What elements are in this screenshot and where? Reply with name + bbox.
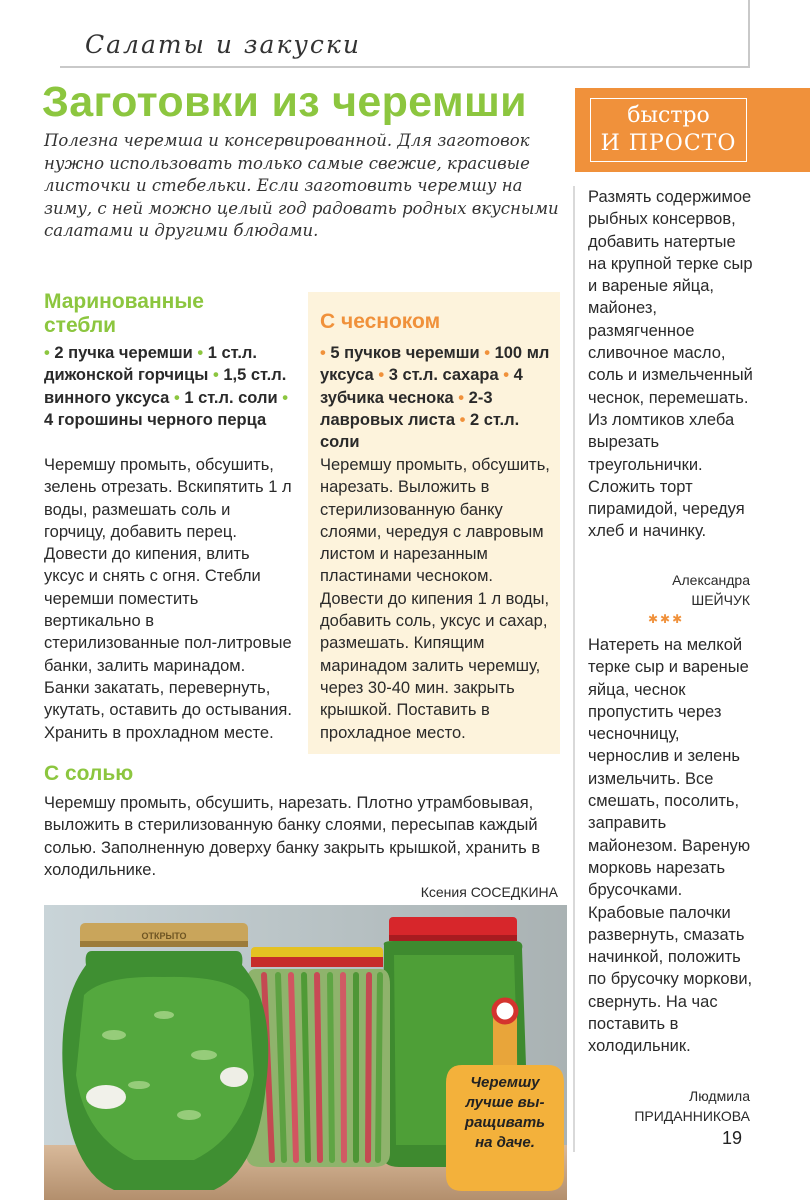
author-surname: ПРИДАННИКОВА bbox=[634, 1108, 750, 1124]
callout-line: на даче. bbox=[475, 1134, 535, 1151]
garlic-ingredients: • 5 пучков черемши • 100 мл уксуса • 3 ст.л. сахара • 4 зубчика чеснока • 2-3 лавровых листа • 2 ст.л. соли bbox=[320, 344, 550, 452]
sidebar-author-1 bbox=[600, 570, 750, 610]
left-jar bbox=[62, 923, 268, 1190]
ingredient: 1,5 ст.л. винного уксуса bbox=[44, 366, 287, 407]
ingredient: 4 зубчика чеснока bbox=[320, 366, 523, 407]
ingredient: 5 пучков черемши bbox=[330, 344, 480, 362]
jars-photo bbox=[44, 905, 567, 1200]
ingredient: 2-3 лавровых листа bbox=[320, 388, 493, 429]
ingredient: 1 ст.л. соли bbox=[184, 388, 278, 407]
author-name: Людмила bbox=[689, 1088, 750, 1104]
garlic-text: Черемшу промыть, обсушить, нарезать. Выложить в стерилизованную банку слоями, чередуя с лавровым листом и нарезанным пластинами чесноком. Довести до кипения 1 л воды, добавить соль, уксус и сахар, размешать. Кипящим маринадом залить черемшу, через 30-40 мин. закрыть крышкой. Поставить в прохладное место. bbox=[320, 456, 550, 742]
page-number: 19 bbox=[722, 1128, 743, 1148]
marinated-title bbox=[44, 290, 204, 338]
header-divider bbox=[60, 66, 750, 68]
ingredient: 2 пучка черемши bbox=[54, 344, 193, 362]
callout-line: ращивать bbox=[464, 1114, 546, 1131]
author-surname: ШЕЙЧУК bbox=[691, 592, 750, 608]
quick-and-easy-badge bbox=[575, 88, 810, 172]
ingredient: 100 мл уксуса bbox=[320, 344, 550, 385]
author-name: Александра bbox=[672, 572, 750, 588]
article-intro: Полезна черемша и консервированной. Для заготовок нужно использовать только самые свежие, красивые листочки и стебельки. Если заготовить черемшу на зиму, с ней можно целый год радовать родных вкусными салатами и другими блюдами. bbox=[44, 131, 559, 240]
salt-text: Черемшу промыть, обсушить, нарезать. Плотно утрамбовывая, выложить в стерилизованную банку слоями, пересыпав каждый солью. Заполненную доверху банку закрыть крышкой, хранить в холодильнике. bbox=[44, 794, 541, 879]
callout-line: Черемшу bbox=[470, 1074, 540, 1091]
sidebar-recipe-2: Натереть на мелкой терке сыр и вареные яйца, чеснок пропустить через чесночницу, чернослив и зелень измельчить. Все смешать, посолить, заправить майонезом. Вареную морковь нарезать брусочками. Крабовые палочки развернуть, смазать начинкой, положить по брусочку моркови, свернуть. На час поставить в холодильник. bbox=[588, 636, 753, 1056]
badge-line2: И ПРОСТО bbox=[600, 131, 737, 156]
badge-line1: быстро bbox=[627, 103, 710, 128]
jars-illustration bbox=[44, 905, 567, 1200]
salt-author: Ксения СОСЕДКИНА bbox=[420, 884, 558, 900]
garlic-title: С чесноком bbox=[320, 310, 441, 333]
lid-text: ОТКРЫТО bbox=[141, 931, 187, 941]
marinated-title-line2: стебли bbox=[44, 314, 117, 337]
separator-stars: ✱✱✱ bbox=[648, 612, 685, 626]
marinated-ingredients: • 2 пучка черемши • 1 ст.л. дижонской горчицы • 1,5 ст.л. винного уксуса • 1 ст.л. соли • 4 горошины черного перца bbox=[44, 344, 288, 429]
sidebar-divider bbox=[573, 186, 575, 1152]
salt-title: С солью bbox=[44, 762, 134, 785]
section-title: Салаты и закуски bbox=[85, 30, 361, 59]
sidebar-recipe-1: Размять содержимое рыбных консервов, добавить натертые на крупной терке сыр и вареные яйца, майонез, размягченное сливочное масло, соль и измельченный чеснок, перемешать. Из ломтиков хлеба вырезать треугольнички. Сложить торт пирамидой, чередуя хлеб и начинку. bbox=[588, 188, 753, 541]
sidebar-author-2 bbox=[590, 1086, 750, 1126]
header-divider-vertical bbox=[748, 0, 750, 68]
ingredient: 2 ст.л. соли bbox=[320, 410, 520, 452]
ingredient: 1 ст.л. дижонской горчицы bbox=[44, 344, 257, 385]
callout-line: лучше вы- bbox=[465, 1094, 545, 1111]
marinated-title-line1: Маринованные bbox=[44, 290, 204, 313]
ingredient: 4 горошины черного перца bbox=[44, 410, 267, 429]
marinated-text: Черемшу промыть, обсушить, зелень отрезать. Вскипятить 1 л воды, размешать соль и горчицу, добавить перец. Довести до кипения, влить уксус и снять с огня. Стебли черемши поместить вертикально в стерилизованные пол-литровые банки, залить маринадом. Банки закатать, перевернуть, укутать, оставить до остывания. Хранить в прохладном месте. bbox=[44, 456, 292, 742]
article-title: Заготовки из черемши bbox=[42, 78, 527, 126]
ingredient: 3 ст.л. сахара bbox=[388, 366, 499, 385]
